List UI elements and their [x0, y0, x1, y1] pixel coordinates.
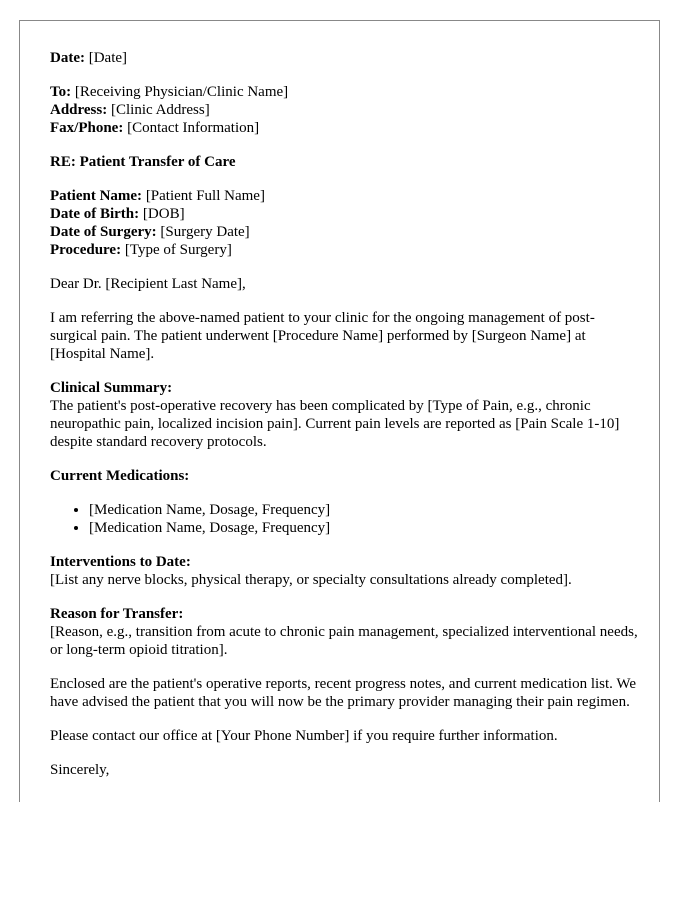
patient-block [50, 187, 640, 259]
intro-paragraph: I am referring the above-named patient to your clinic for the ongoing management of post-surgical pain. The patient underwent [Procedure Name] performed by [Surgeon Name] at [Hospital Name]. [50, 310, 595, 362]
contact-paragraph: Please contact our office at [Your Phone Number] if you require further information. [50, 728, 558, 744]
closing: Sincerely, [50, 762, 110, 778]
reason-text: [Reason, e.g., transition from acute to chronic pain management, specialized interventional needs, or long-term opioid titration]. [50, 624, 638, 658]
clinical-summary-heading: Clinical Summary: [50, 380, 173, 396]
clinical-summary-section [50, 379, 640, 451]
to-label: To: [50, 84, 72, 100]
date-line [50, 49, 640, 67]
recipient-block [50, 83, 640, 137]
address-label: Address: [50, 102, 108, 118]
interventions-section [50, 553, 640, 589]
medications-heading [50, 467, 640, 485]
reason-section [50, 605, 640, 659]
medications-heading-text: Current Medications: [50, 468, 190, 484]
procedure-line [50, 241, 640, 259]
medication-item: • [Medication Name, Dosage, Frequency] [89, 519, 640, 537]
contact-label: Fax/Phone: [50, 120, 124, 136]
address-value: [Clinic Address] [110, 102, 210, 118]
to-value: [Receiving Physician/Clinic Name] [74, 84, 289, 100]
medications-list [50, 501, 640, 537]
contact-value: [Contact Information] [127, 120, 260, 136]
surgery-date-value: [Surgery Date] [160, 224, 250, 240]
surgery-date-label: Date of Surgery: [50, 224, 157, 240]
procedure-value: [Type of Surgery] [124, 242, 232, 258]
date-label: Date: [50, 50, 85, 66]
patient-name-value: [Patient Full Name] [145, 188, 265, 204]
subject-text: RE: Patient Transfer of Care [50, 154, 236, 170]
dob-line [50, 205, 640, 223]
interventions-heading: Interventions to Date: [50, 554, 191, 570]
to-line [50, 83, 640, 101]
surgery-date-line [50, 223, 640, 241]
subject-line [50, 153, 640, 171]
patient-name-line [50, 187, 640, 205]
enclosed-paragraph: Enclosed are the patient's operative reports, recent progress notes, and current medication list. We have advised the patient that you will now be the primary provider managing their pain regimen. [50, 676, 637, 710]
contact-line [50, 119, 640, 137]
medication-item: • [Medication Name, Dosage, Frequency] [89, 501, 640, 519]
salutation: Dear Dr. [Recipient Last Name], [50, 276, 246, 292]
reason-heading: Reason for Transfer: [50, 606, 184, 622]
dob-label: Date of Birth: [50, 206, 140, 222]
address-line [50, 101, 640, 119]
procedure-label: Procedure: [50, 242, 122, 258]
dob-value: [DOB] [142, 206, 185, 222]
letter-content [50, 49, 640, 795]
patient-name-label: Patient Name: [50, 188, 143, 204]
clinical-summary-text: The patient's post-operative recovery has been complicated by [Type of Pain, e.g., chronic neuropathic pain, localized incision pain]. Current pain levels are reported as [Pain Scale 1-10] despite standard recovery protocols. [50, 398, 620, 450]
interventions-text: [List any nerve blocks, physical therapy, or specialty consultations already completed]. [50, 572, 572, 588]
letter-page [19, 20, 660, 802]
date-value: [Date] [88, 50, 128, 66]
